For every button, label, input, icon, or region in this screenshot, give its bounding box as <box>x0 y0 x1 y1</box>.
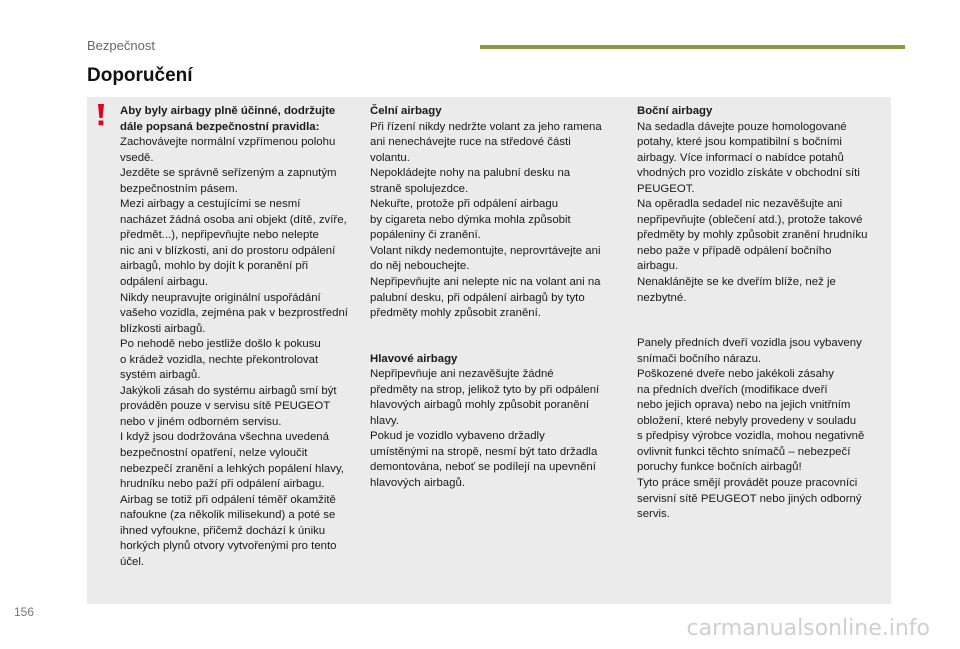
text-line: palubní desku, při odpálení airbagů by tyto <box>370 291 585 304</box>
text-line: předměty na strop, jelikož tyto by při odpálení <box>370 383 600 396</box>
text-line: Panely předních dveří vozidla jsou vybaveny <box>637 337 862 350</box>
heading-line: Aby byly airbagy plně účinné, dodržujte <box>120 105 336 117</box>
exclamation-warning-icon <box>95 104 107 126</box>
column-general-rules <box>120 104 356 570</box>
text-line: odpálení airbagu. <box>120 276 209 289</box>
text-line: vašeho vozidla, zejména pak v bezprostřední <box>120 307 348 320</box>
text-line: PEUGEOT. <box>637 182 695 195</box>
text-line: I když jsou dodržována všechna uvedená <box>120 431 329 444</box>
text-line: by cigareta nebo dýmka mohla způsobit <box>370 213 571 226</box>
text-line: vhodných pro vozidlo získáte v obchodní síti <box>637 167 860 180</box>
text-line: potahy, které jsou kompatibilní s bočními <box>637 136 842 149</box>
text-line: předměty mohly způsobit zranění. <box>370 307 541 320</box>
text-line: Nepokládejte nohy na palubní desku na <box>370 167 571 180</box>
side-sensors-body <box>637 336 887 523</box>
text-line: airbagu. <box>637 260 679 273</box>
text-line: volantu. <box>370 151 410 164</box>
text-line: nepřipevňujte (oblečení atd.), protože takové <box>637 213 863 226</box>
text-line: Nepřipevňujte ani nelepte nic na volant ani na <box>370 276 601 289</box>
side-airbags-heading: Boční airbagy <box>637 105 713 117</box>
front-airbags-body <box>370 120 620 322</box>
text-line: Zachovávejte normální vzpřímenou polohu <box>120 136 336 149</box>
text-line: ani nenechávejte ruce na středové části <box>370 136 571 149</box>
text-line: umístěnými na stropě, nesmí být tato držadla <box>370 445 598 458</box>
text-line: Nikdy neupravujte originální uspořádání <box>120 291 321 304</box>
section-label: Bezpečnost <box>87 38 155 53</box>
text-line: nebo paže v případě odpálení bočního <box>637 244 832 257</box>
text-line: nezbytné. <box>637 291 687 304</box>
text-line: Po nehodě nebo jestliže došlo k pokusu <box>120 338 321 351</box>
column-side-airbags <box>637 104 887 523</box>
side-airbags-body <box>637 120 887 307</box>
text-line: Volant nikdy nedemontujte, neprovrtávejte ani <box>370 244 601 257</box>
text-line: Nekuřte, protože při odpálení airbagu <box>370 198 559 211</box>
text-line: Pokud je vozidlo vybaveno držadly <box>370 430 545 443</box>
text-line: nafoukne (za několik milisekund) a poté se <box>120 509 336 522</box>
text-line: Při řízení nikdy nedržte volant za jeho ramena <box>370 120 602 133</box>
text-line: předmět...), nepřipevňujte nebo nelepte <box>120 229 319 242</box>
text-line: Na sedadla dávejte pouze homologované <box>637 120 847 133</box>
text-line: Tyto práce smějí provádět pouze pracovníci <box>637 477 858 490</box>
watermark: carmanualsonline.info <box>686 616 930 641</box>
text-line: Jakýkoli zásah do systému airbagů smí být <box>120 384 337 397</box>
page-number: 156 <box>14 605 35 619</box>
text-line: o krádež vozidla, nechte překontrolovat <box>120 353 319 366</box>
text-line: bezpečnostním pásem. <box>120 182 238 195</box>
text-line: servisní sítě PEUGEOT nebo jiných odborný <box>637 492 862 505</box>
text-line: do něj nebouchejte. <box>370 260 470 273</box>
text-line: hlavy. <box>370 414 399 427</box>
text-line: obložení, které nebyly provedeny v souladu <box>637 414 857 427</box>
text-line: Jezděte se správně seřízeným a zapnutým <box>120 167 337 180</box>
text-line: nebo v jiném odborném servisu. <box>120 415 282 428</box>
text-line: nic ani v blízkosti, ani do prostoru odpálení <box>120 244 336 257</box>
text-line: blízkosti airbagů. <box>120 322 206 335</box>
text-line: systém airbagů. <box>120 369 201 382</box>
text-line: Poškozené dveře nebo jakékoli zásahy <box>637 368 834 381</box>
page-title: Doporučení <box>87 65 193 86</box>
text-line: hrudníku nebo paží při odpálení airbagu. <box>120 478 325 491</box>
front-airbags-heading: Čelní airbagy <box>370 105 442 117</box>
text-line: s předpisy výrobce vozidla, mohou negativně <box>637 430 865 443</box>
head-airbags-body <box>370 367 620 491</box>
text-line: airbagy. Více informací o nabídce potahů <box>637 151 844 164</box>
text-line: bezpečnostní opatření, nelze vyloučit <box>120 447 308 460</box>
text-line: servis. <box>637 508 670 521</box>
text-line: Airbag se totiž při odpálení téměř okamžitě <box>120 493 336 506</box>
column-front-head-airbags <box>370 104 620 492</box>
header-accent-bar <box>480 45 905 49</box>
text-line: ihned vyfoukne, přičemž dochází k úniku <box>120 524 326 537</box>
text-line: demontována, neboť se podílejí na upevnění <box>370 461 596 474</box>
general-rules-body <box>120 135 356 570</box>
section-spacer <box>637 306 887 336</box>
text-line: poruchy funkce bočních airbagů! <box>637 461 802 474</box>
text-line: popáleniny či zranění. <box>370 229 481 242</box>
text-line: straně spolujezdce. <box>370 182 469 195</box>
text-line: hlavových airbagů mohly způsobit poranění <box>370 399 590 412</box>
section-spacer <box>370 322 620 352</box>
text-line: nebo jejich oprava) nebo na jejich vnitřním <box>637 399 851 412</box>
text-line: Na opěradla sedadel nic nezavěšujte ani <box>637 198 843 211</box>
text-line: vsedě. <box>120 151 154 164</box>
heading-line: dále popsaná bezpečnostní pravidla: <box>120 120 320 133</box>
text-line: Mezi airbagy a cestujícími se nesmí <box>120 198 301 211</box>
text-line: účel. <box>120 555 145 568</box>
text-line: airbagů, mohlo by dojít k poranění při <box>120 260 309 273</box>
text-line: prováděn pouze v servisu sítě PEUGEOT <box>120 400 331 413</box>
general-rules-heading <box>120 104 356 135</box>
text-line: snímači bočního nárazu. <box>637 352 762 365</box>
text-line: nacházet žádná osoba ani objekt (dítě, zvíře, <box>120 213 347 226</box>
text-line: Nenaklánějte se ke dveřím blíže, než je <box>637 276 836 289</box>
text-line: Nepřipevňuje ani nezavěšujte žádné <box>370 368 554 381</box>
text-line: ovlivnit funkci těchto snímačů – nebezpečí <box>637 445 851 458</box>
text-line: horkých plynů otvory vytvořenými pro tento <box>120 540 337 553</box>
head-airbags-heading: Hlavové airbagy <box>370 352 458 365</box>
text-line: předměty by mohly způsobit zranění hrudníku <box>637 229 868 242</box>
text-line: na předních dveřích (modifikace dveří <box>637 383 828 396</box>
text-line: hlavových airbagů. <box>370 477 465 490</box>
text-line: nebezpečí zranění a lehkých popálení hlavy, <box>120 462 344 475</box>
